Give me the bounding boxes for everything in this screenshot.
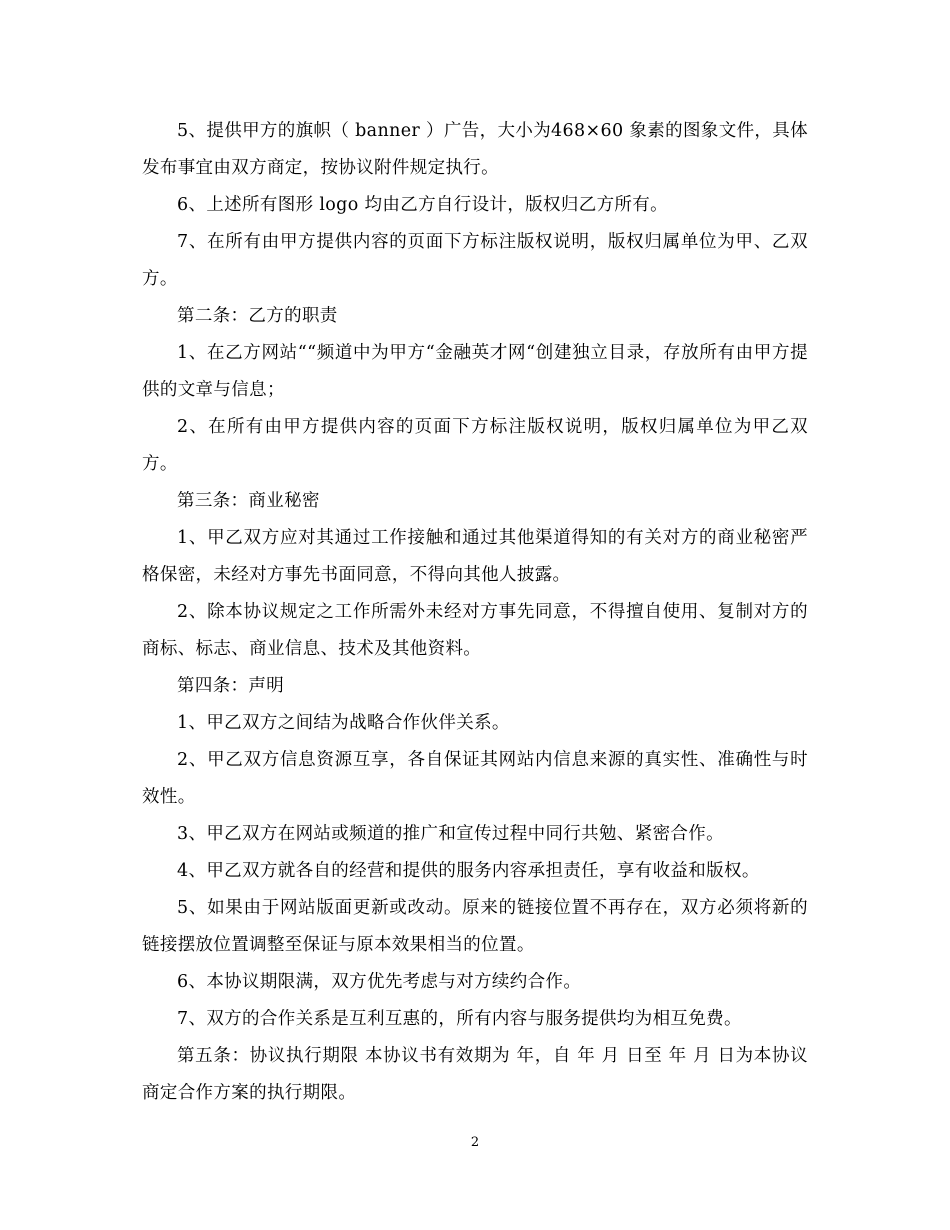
paragraph-article-4-item-5: 5、如果由于网站版面更新或改动。原来的链接位置不再存在，双方必须将新的链接摆放位置调整至保证与原本效果相当的位置。 xyxy=(142,898,808,955)
paragraph-clause-7-copyright: 7、在所有由甲方提供内容的页面下方标注版权说明，版权归属单位为甲、乙双方。 xyxy=(142,232,808,289)
section-heading-article-4: 第四条：声明 xyxy=(177,676,285,696)
section-heading-article-5: 第五条：协议执行期限 本协议书有效期为 年，自 年 月 日至 年 月 日为本协议商定合作方案的执行期限。 xyxy=(142,1046,808,1103)
paragraph-article-4-item-2: 2、甲乙双方信息资源互享，各自保证其网站内信息来源的真实性、准确性与时效性。 xyxy=(142,750,808,807)
section-heading-article-3: 第三条：商业秘密 xyxy=(177,491,320,511)
paragraph-article-2-item-2: 2、在所有由甲方提供内容的页面下方标注版权说明，版权归属单位为甲乙双方。 xyxy=(142,417,808,474)
paragraph-article-4-item-3: 3、甲乙双方在网站或频道的推广和宣传过程中同行共勉、紧密合作。 xyxy=(177,824,724,844)
paragraph-article-4-item-1: 1、甲乙双方之间结为战略合作伙伴关系。 xyxy=(177,713,510,733)
paragraph-article-3-item-2: 2、除本协议规定之工作所需外未经对方事先同意，不得擅自使用、复制对方的商标、标志、商业信息、技术及其他资料。 xyxy=(142,602,808,659)
document-body xyxy=(142,113,808,1112)
paragraph-article-4-item-4: 4、甲乙双方就各自的经营和提供的服务内容承担责任，享有收益和版权。 xyxy=(177,861,760,881)
page-number: 2 xyxy=(470,1135,480,1150)
section-heading-article-2: 第二条：乙方的职责 xyxy=(177,306,338,326)
paragraph-clause-5-banner: 5、提供甲方的旗帜（ banner ）广告，大小为468×60 象素的图象文件，具体发布事宜由双方商定，按协议附件规定执行。 xyxy=(142,121,808,178)
paragraph-article-2-item-1: 1、在乙方网站““频道中为甲方“金融英才网“创建独立目录，存放所有由甲方提供的文章与信息； xyxy=(142,343,808,400)
paragraph-article-4-item-7: 7、双方的合作关系是互利互惠的，所有内容与服务提供均为相互免费。 xyxy=(177,1009,742,1029)
paragraph-clause-6-logo: 6、上述所有图形 logo 均由乙方自行设计，版权归乙方所有。 xyxy=(177,195,668,215)
paragraph-article-3-item-1: 1、甲乙双方应对其通过工作接触和通过其他渠道得知的有关对方的商业秘密严格保密，未经对方事先书面同意，不得向其他人披露。 xyxy=(142,528,808,585)
paragraph-article-4-item-6: 6、本协议期限满，双方优先考虑与对方续约合作。 xyxy=(177,972,582,992)
